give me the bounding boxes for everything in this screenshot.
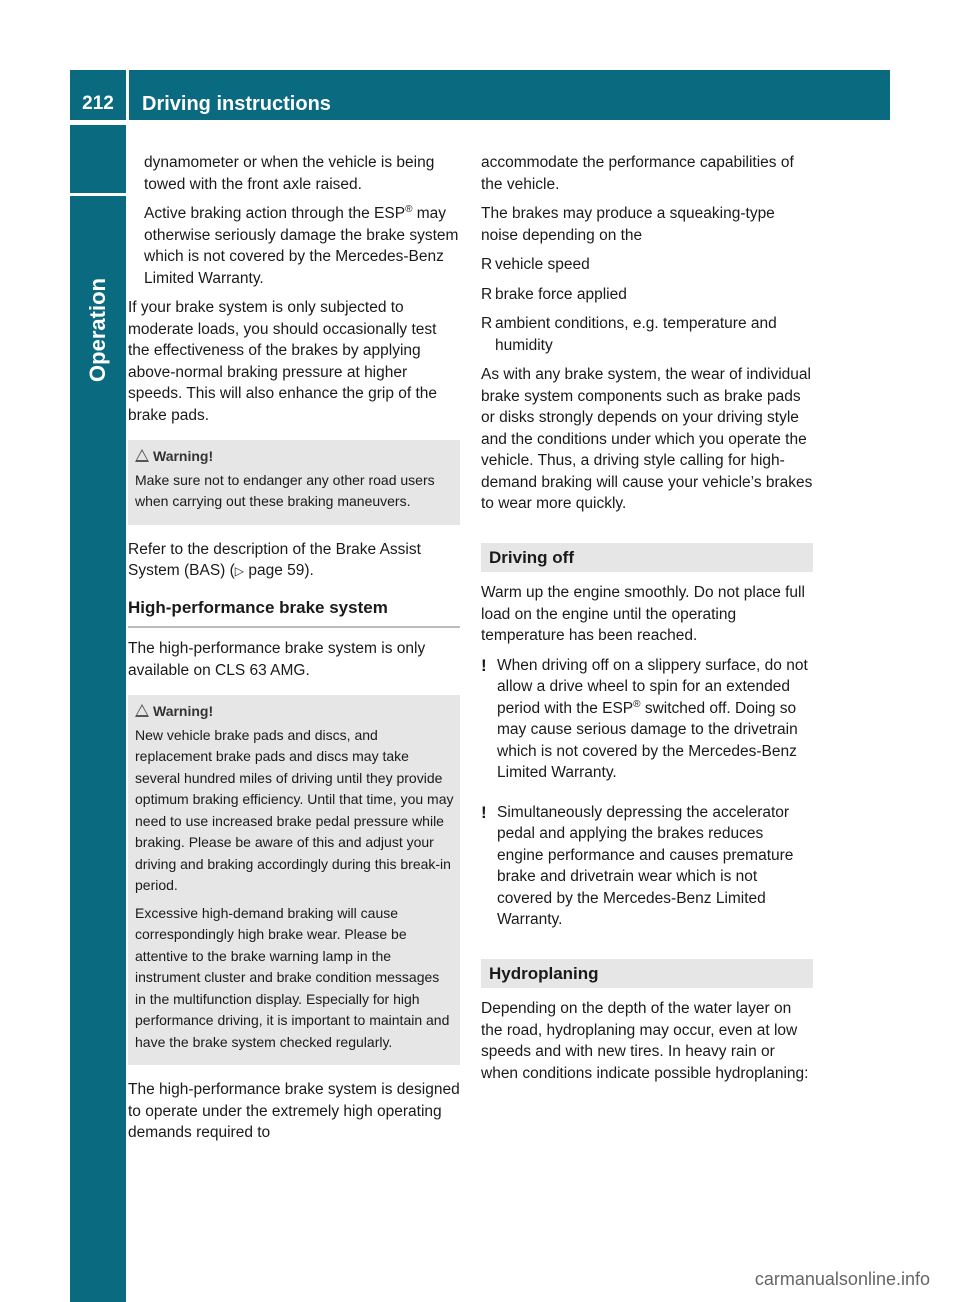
paragraph: dynamometer or when the vehicle is being towed with the front axle raised. [144,154,435,193]
paragraph: The brakes may produce a squeaking-type noise depending on the [481,205,775,244]
warning-heading: Warning! [135,701,454,723]
section-heading: Hydroplaning [481,959,813,989]
section-heading: Driving off [481,543,813,573]
left-column [128,152,460,1152]
warning-heading: Warning! [135,446,454,468]
warning-text: New vehicle brake pads and discs, and replacement brake pads and discs may take several hundred miles of driving until they provide optimum braking efficiency. Until that time, you may need to use increased brake pedal pressure while braking. Please be aware of this and adjust your driving and braking accordingly during this break-in period. [135,726,454,893]
warning-triangle-icon [135,449,149,462]
warning-text: Excessive high-demand braking will cause correspondingly high brake wear. Please be attentive to the brake warning lamp in the instrument cluster and brake condition messages in the multifunction display. Especially for high performance driving, it is important to maintain and have the brake system checked regularly. [135,904,450,1050]
paragraph: The high-performance brake system is only available on CLS 63 AMG. [128,640,426,679]
page-ref-arrow-icon: ▷ [234,564,245,578]
side-tab-label: Operation [85,278,110,382]
warning-box [128,695,460,1065]
paragraph: As with any brake system, the wear of individual brake system components such as brake pads or disks strongly depends on your driving style and the conditions under which you operate the vehicle. Thus, a driving style calling for high-demand braking will cause your vehicle’s brakes to wear more quickly. [481,366,813,512]
bullet-icon: R [481,256,493,273]
warning-text: Make sure not to endanger any other road users when carrying out these braking maneuvers. [135,471,435,509]
list-item: R vehicle speed [481,254,813,276]
warning-box [128,440,460,525]
warning-triangle-icon [135,704,149,717]
side-block [70,125,126,193]
paragraph: accommodate the performance capabilities of the vehicle. [481,154,794,193]
page-title: Driving instructions [142,93,331,115]
section-heading: High-performance brake system [128,597,460,629]
watermark: carmanualsonline.info [754,1269,930,1289]
exclamation-icon: ! [481,655,487,675]
paragraph: If your brake system is only subjected to moderate loads, you should occasionally test the effectiveness of the brakes by applying above-normal braking pressure at higher speeds. This will also enhance the grip of the brake pads. [128,299,438,424]
list-item: R ambient conditions, e.g. temperature and humidity [481,315,777,354]
right-column [481,152,813,1092]
paragraph: Depending on the depth of the water layer on the road, hydroplaning may occur, even at low speeds and with new tires. In heavy rain or when conditions indicate possible hydroplaning: [481,1000,809,1082]
bullet-icon: R [481,315,493,332]
header-divider [126,70,129,120]
paragraph: Warm up the engine smoothly. Do not place full load on the engine until the operating temperature has been reached. [481,584,805,644]
list-item: R brake force applied [481,284,813,306]
paragraph: Active braking action through the ESP® may otherwise seriously damage the brake system which is not covered by the Mercedes-Benz Limited Warranty. [144,203,459,287]
paragraph: Refer to the description of the Brake Assist System (BAS) (▷ page 59). [128,540,421,579]
exclamation-icon: ! [481,802,487,822]
caution-note: ! When driving off on a slippery surface, do not allow a drive wheel to spin for an extended period with the ESP® switched off. Doing so may cause serious damage to the drivetrain which is not covered by the Mercedes-Benz Limited Warranty. [481,655,808,781]
page-number: 212 [82,93,114,114]
bullet-icon: R [481,285,493,303]
paragraph: The high-performance brake system is designed to operate under the extremely high operating demands required to [128,1081,460,1141]
caution-note: ! Simultaneously depressing the accelerator pedal and applying the brakes reduces engine performance and causes premature brake and drivetrain wear which is not covered by the Mercedes-Benz Limited Warranty. [481,802,794,928]
